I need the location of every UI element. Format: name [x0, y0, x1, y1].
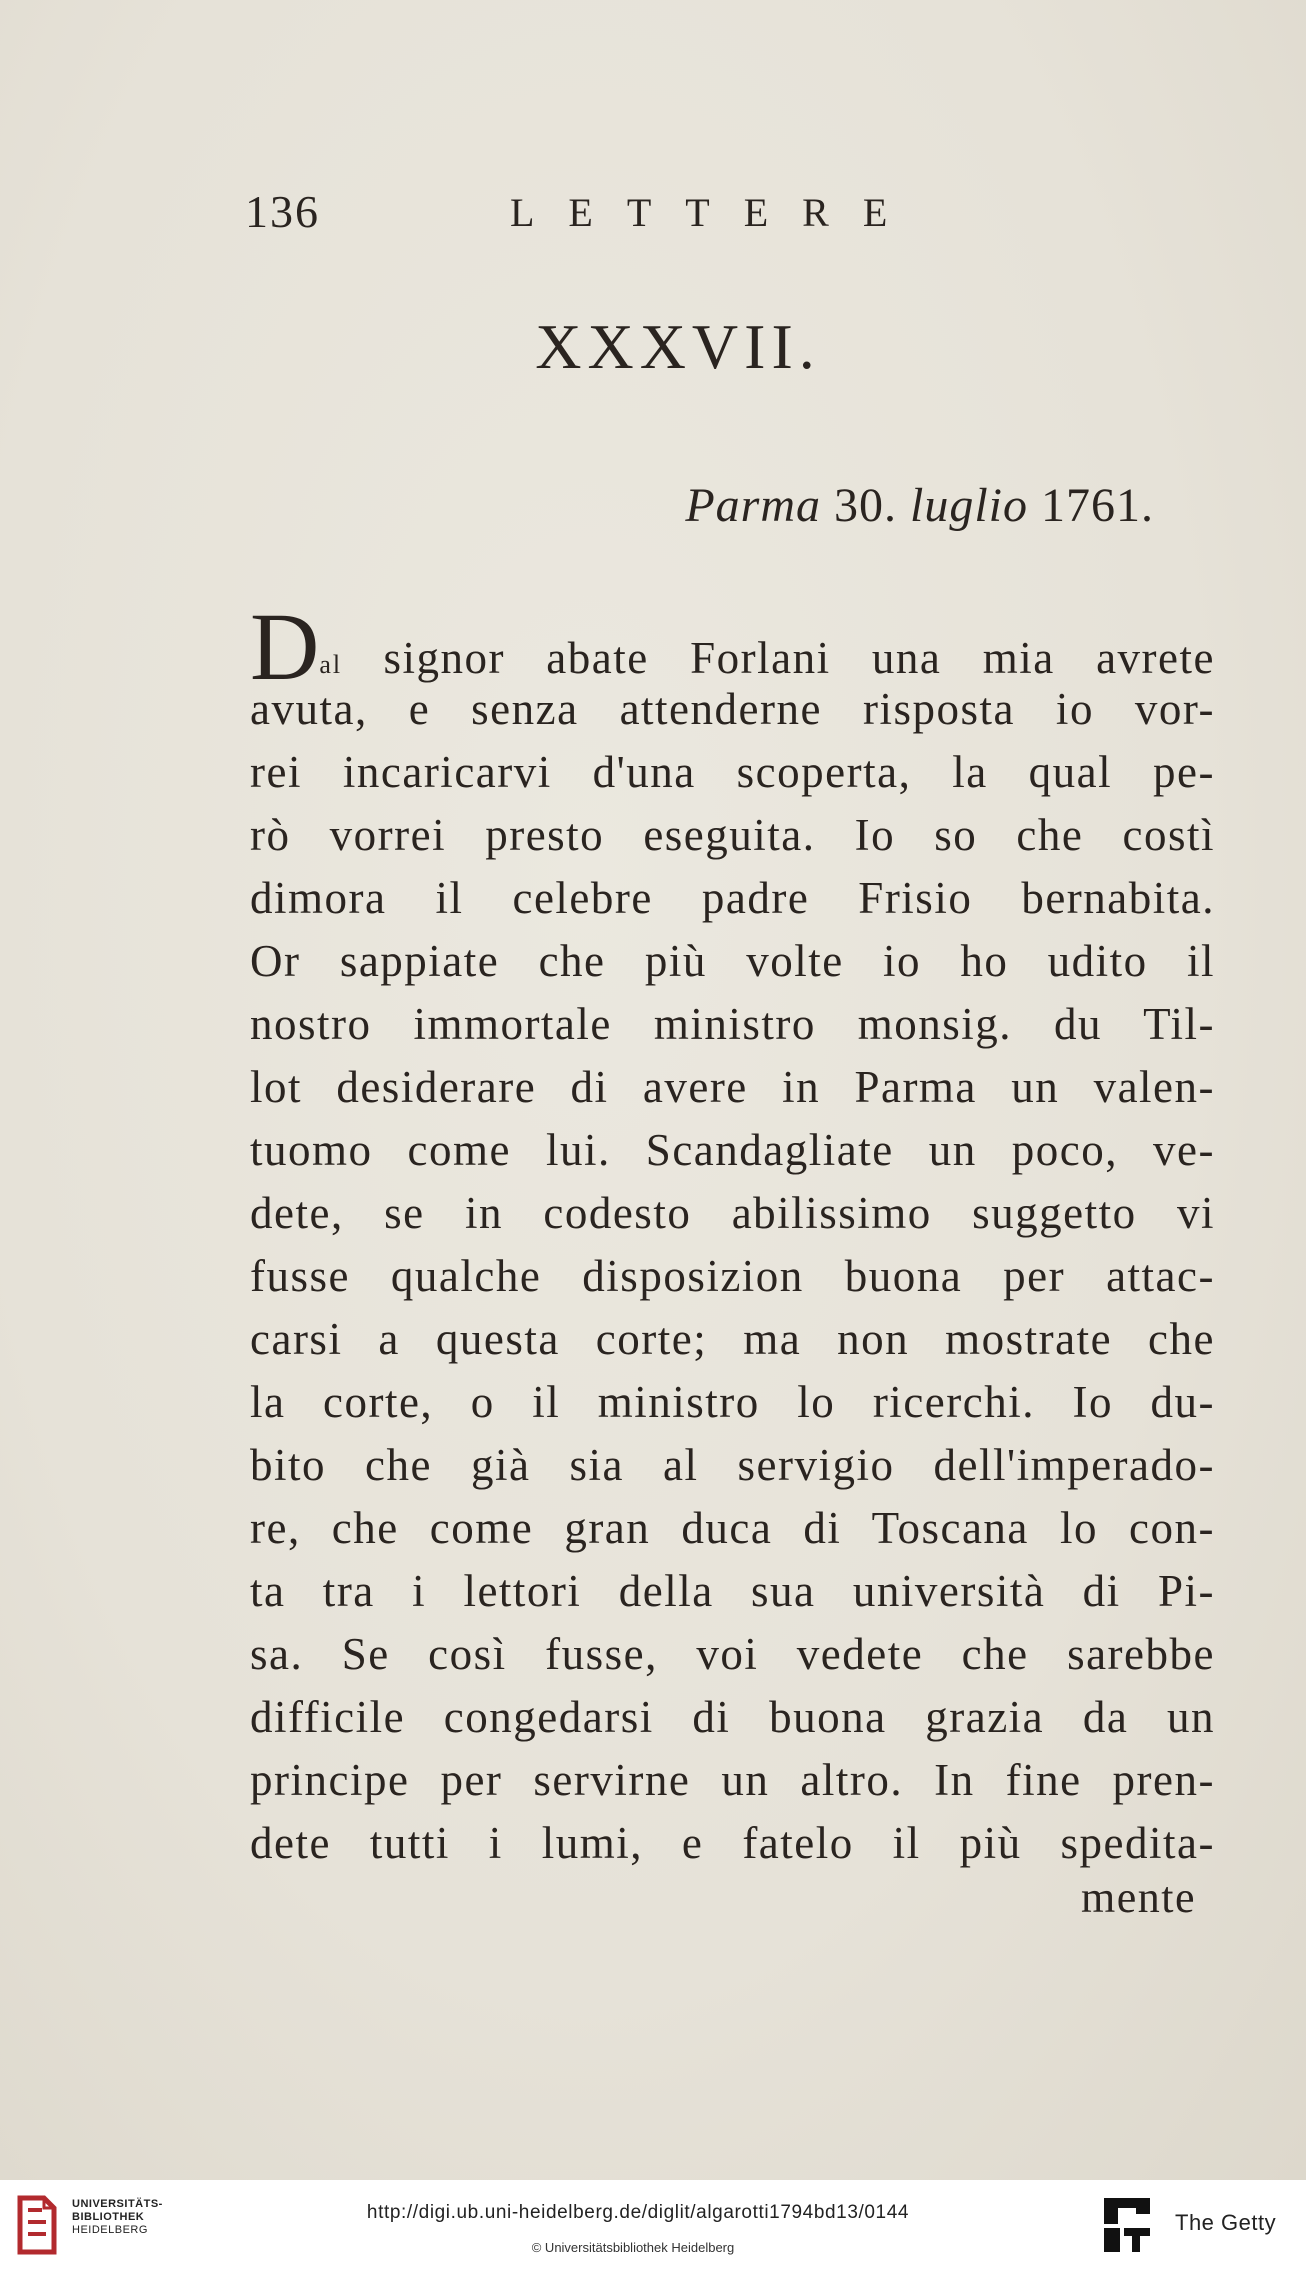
dateline-day: 30.	[833, 479, 897, 532]
permalink-url[interactable]: http://digi.ub.uni-heidelberg.de/diglit/algarotti1794bd13/0144	[366, 2202, 910, 2223]
catchword: mente	[1080, 1873, 1196, 1922]
body-line: re, che come gran duca di Toscana lo con-	[250, 1503, 1215, 1553]
body-line: nostro immortale ministro monsig. du Til-	[250, 999, 1215, 1049]
body-line: dete tutti i lumi, e fatelo il più spedita-	[250, 1818, 1215, 1868]
first-word-smallcaps: al	[319, 650, 343, 679]
body-line: sa. Se così fusse, voi vedete che sarebbe	[250, 1629, 1215, 1679]
body-line	[250, 593, 1215, 700]
copyright-notice: © Universitätsbibliothek Heidelberg	[531, 2240, 735, 2255]
body-line: dimora il celebre padre Frisio bernabita.	[250, 873, 1215, 923]
drop-cap: D	[250, 593, 320, 700]
running-title: LETTERE	[510, 190, 922, 235]
first-line-text: signor abate Forlani una mia avrete	[383, 633, 1215, 683]
dateline	[685, 478, 1154, 533]
body-line: Or sappiate che più volte io ho udito il	[250, 936, 1215, 986]
body-line: bito che già sia al servigio dell'imperado-	[250, 1440, 1215, 1490]
page-number: 136	[245, 186, 320, 237]
body-line: tuomo come lui. Scandagliate un poco, ve-	[250, 1125, 1215, 1175]
dateline-year: 1761.	[1041, 479, 1154, 532]
body-line: lot desiderare di avere in Parma un valen-	[250, 1062, 1215, 1112]
running-head	[245, 185, 945, 235]
body-line: difficile congedarsi di buona grazia da un	[250, 1692, 1215, 1742]
getty-name: The Getty	[1175, 2210, 1277, 2235]
letter-number: XXXVII.	[535, 311, 821, 382]
body-line: ta tra i lettori della sua università di Pi-	[250, 1566, 1215, 1616]
body-line: principe per servirne un altro. In fine pren-	[250, 1755, 1215, 1805]
body-line: avuta, e senza attenderne risposta io vor-	[250, 684, 1215, 734]
letter-body	[250, 593, 1215, 1875]
body-line: fusse qualche disposizion buona per attac-	[250, 1251, 1215, 1301]
dateline-month: luglio	[909, 479, 1028, 532]
viewer-footer	[0, 2180, 1306, 2272]
body-line: carsi a questa corte; ma non mostrate che	[250, 1314, 1215, 1364]
body-line: rei incaricarvi d'una scoperta, la qual pe-	[250, 747, 1215, 797]
body-line: dete, se in codesto abilissimo suggetto vi	[250, 1188, 1215, 1238]
body-line: la corte, o il ministro lo ricerchi. Io du-	[250, 1377, 1215, 1427]
library-name-line: BIBLIOTHEK	[72, 2211, 145, 2223]
library-name-line: UNIVERSITÄTS-	[72, 2198, 163, 2210]
getty-logo-icon[interactable]	[1100, 2194, 1154, 2256]
dateline-place: Parma	[685, 479, 821, 532]
body-line: rò vorrei presto eseguita. Io so che costì	[250, 810, 1215, 860]
library-name-line: HEIDELBERG	[72, 2224, 148, 2236]
